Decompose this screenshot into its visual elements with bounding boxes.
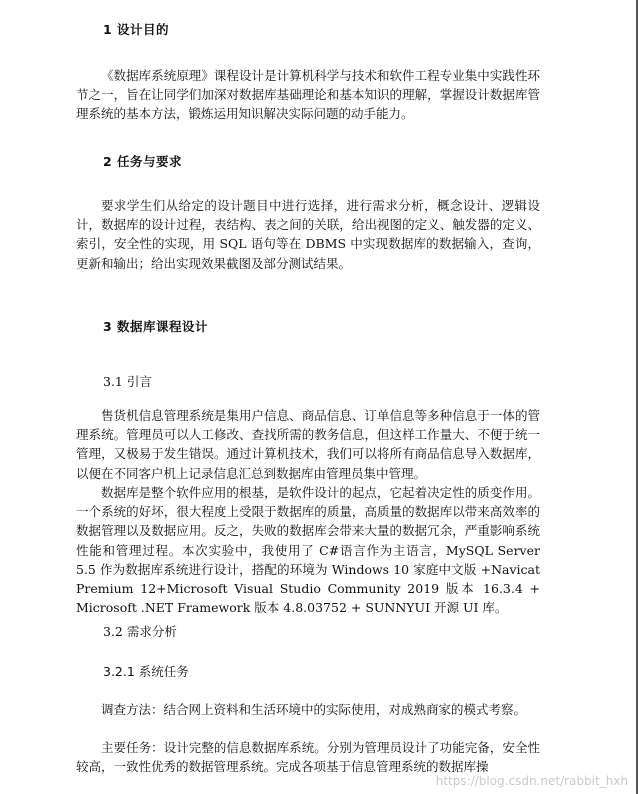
section-3-heading: 3 数据库课程设计: [103, 319, 209, 334]
watermark: https://blog.csdn.net/rabbit_hxh: [435, 774, 628, 788]
section-3-1-paragraph-1: 售货机信息管理系统是集用户信息、商品信息、订单信息等多种信息于一体的管理系统。管理员可以人工修改、查找所需的教务信息，但这样工作量大、不便于统一管理，又极易于发生错误。通过计算机技术，我们可以将所有商品信息导入数据库，以便在不同客户机上记录信息汇总到数据库由管理员集中管理。: [76, 408, 540, 481]
section-1-body: 《数据库系统原理》课程设计是计算机科学与技术和软件工程专业集中实践性环节之一，旨在让同学们加深对数据库基础理论和基本知识的理解，掌握设计数据库管理系统的基本方法，锻炼运用知识解决实际问题的动手能力。: [76, 68, 540, 122]
section-3-1-heading: 3.1 引言: [103, 374, 152, 389]
section-2-body: 要求学生们从给定的设计题目中进行选择，进行需求分析，概念设计、逻辑设计，数据库的设计过程，表结构、表之间的关联，给出视图的定义、触发器的定义、索引，安全性的实现，用 SQL 语句等在 DBMS 中实现数据库的数据输入，查询，更新和输出；给出实现效果截图及部分测试结果。: [76, 198, 540, 271]
section-3-2-1-paragraph-2: 主要任务：设计完整的信息数据库系统。分别为管理员设计了功能完备，安全性较高，一致性优秀的数据管理系统。完成各项基于信息管理系统的数据库操: [76, 740, 540, 775]
section-3-2-heading: 3.2 需求分析: [103, 624, 177, 639]
section-3-2-1-heading: 3.2.1 系统任务: [103, 664, 189, 679]
section-2-heading: 2 任务与要求: [103, 154, 183, 169]
section-1-heading: 1 设计目的: [103, 22, 170, 37]
section-3-1-paragraph-2: 数据库是整个软件应用的根基，是软件设计的起点，它起着决定性的质变作用。一个系统的好坏，很大程度上受限于数据库的质量，高质量的数据库以带来高效率的数据管理以及数据应用。反之，失败的数据库会带来大量的数据冗余，严重影响系统性能和管理过程。本次实验中，我使用了 C#语言作为主语言，MySQL Server 5.5 作为数据库系统进行设计，搭配的环境为 Windows 10 家庭中文版 +Navicat Premium 12+Microsoft Visual Studio Community 2019 版本 16.3.4 + Microsoft .NET Framework 版本 4.8.03752 + SUNNYUI 开源 UI 库。: [76, 485, 540, 616]
section-3-2-1-paragraph-1: 调查方法：结合网上资料和生活环境中的实际使用，对成熟商家的模式考察。: [101, 702, 527, 717]
